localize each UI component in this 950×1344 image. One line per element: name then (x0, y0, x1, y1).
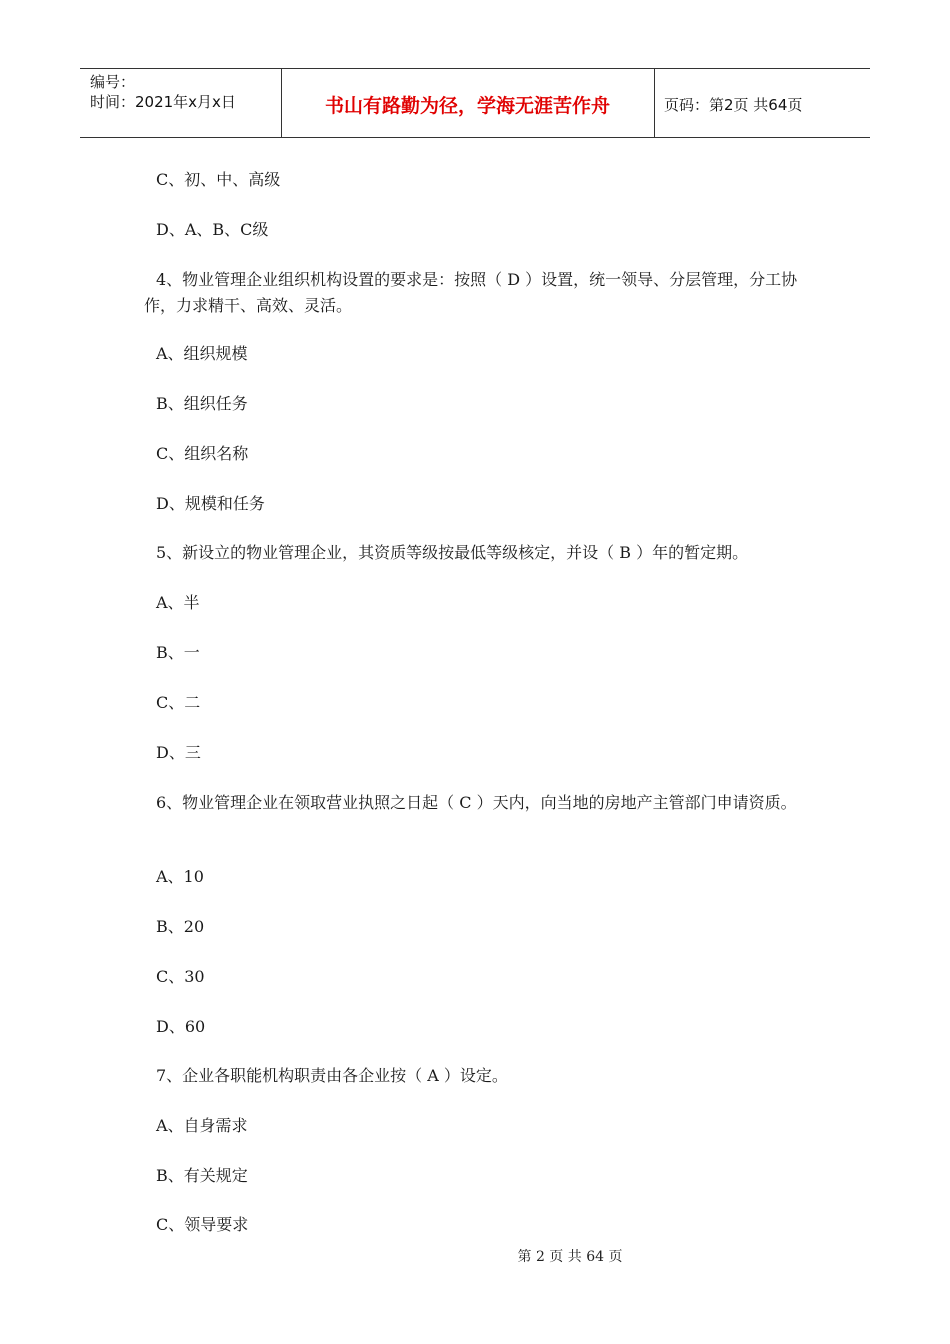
option-line: D、三 (156, 743, 201, 762)
header-info-cell (80, 69, 282, 137)
option-line: A、10 (156, 867, 204, 886)
option-line: B、20 (156, 917, 205, 936)
slogan: 书山有路勤为径，学海无涯苦作舟 (324, 95, 610, 117)
page-header (80, 68, 870, 138)
question-line: 7、企业各职能机构职责由各企业按（ A ）设定。 (156, 1066, 508, 1085)
option-line: C、组织名称 (156, 444, 249, 463)
option-line: A、组织规模 (156, 344, 248, 363)
page-footer: 第 2 页 共 64 页 (517, 1249, 623, 1265)
option-line: A、半 (156, 593, 200, 612)
serial-number-label: 编号： (90, 73, 136, 91)
time-label: 时间：2021年x月x日 (90, 93, 236, 111)
question-line: 5、新设立的物业管理企业，其资质等级按最低等级核定，并设（ B ）年的暂定期。 (156, 543, 749, 562)
page-number-info: 页码：第2页 共64页 (664, 96, 803, 114)
option-line: C、初、中、高级 (156, 170, 281, 189)
question-line: 4、物业管理企业组织机构设置的要求是：按照（ D ）设置，统一领导、分层管理，分工协作，力求精干、高效、灵活。 (144, 270, 798, 315)
option-line: C、二 (156, 693, 201, 712)
option-line: B、组织任务 (156, 394, 248, 413)
option-line: C、领导要求 (156, 1215, 249, 1234)
option-line: B、有关规定 (156, 1166, 248, 1185)
option-line: B、一 (156, 643, 200, 662)
option-line: D、A、B、C级 (156, 220, 269, 239)
option-line: A、自身需求 (156, 1116, 248, 1135)
option-line: D、规模和任务 (156, 494, 265, 513)
header-page-cell (655, 69, 870, 137)
question-line: 6、物业管理企业在领取营业执照之日起（ C ）天内，向当地的房地产主管部门申请资质。 (156, 793, 797, 812)
option-line: D、60 (156, 1017, 206, 1036)
header-slogan-cell (281, 69, 655, 137)
option-line: C、30 (156, 967, 205, 986)
